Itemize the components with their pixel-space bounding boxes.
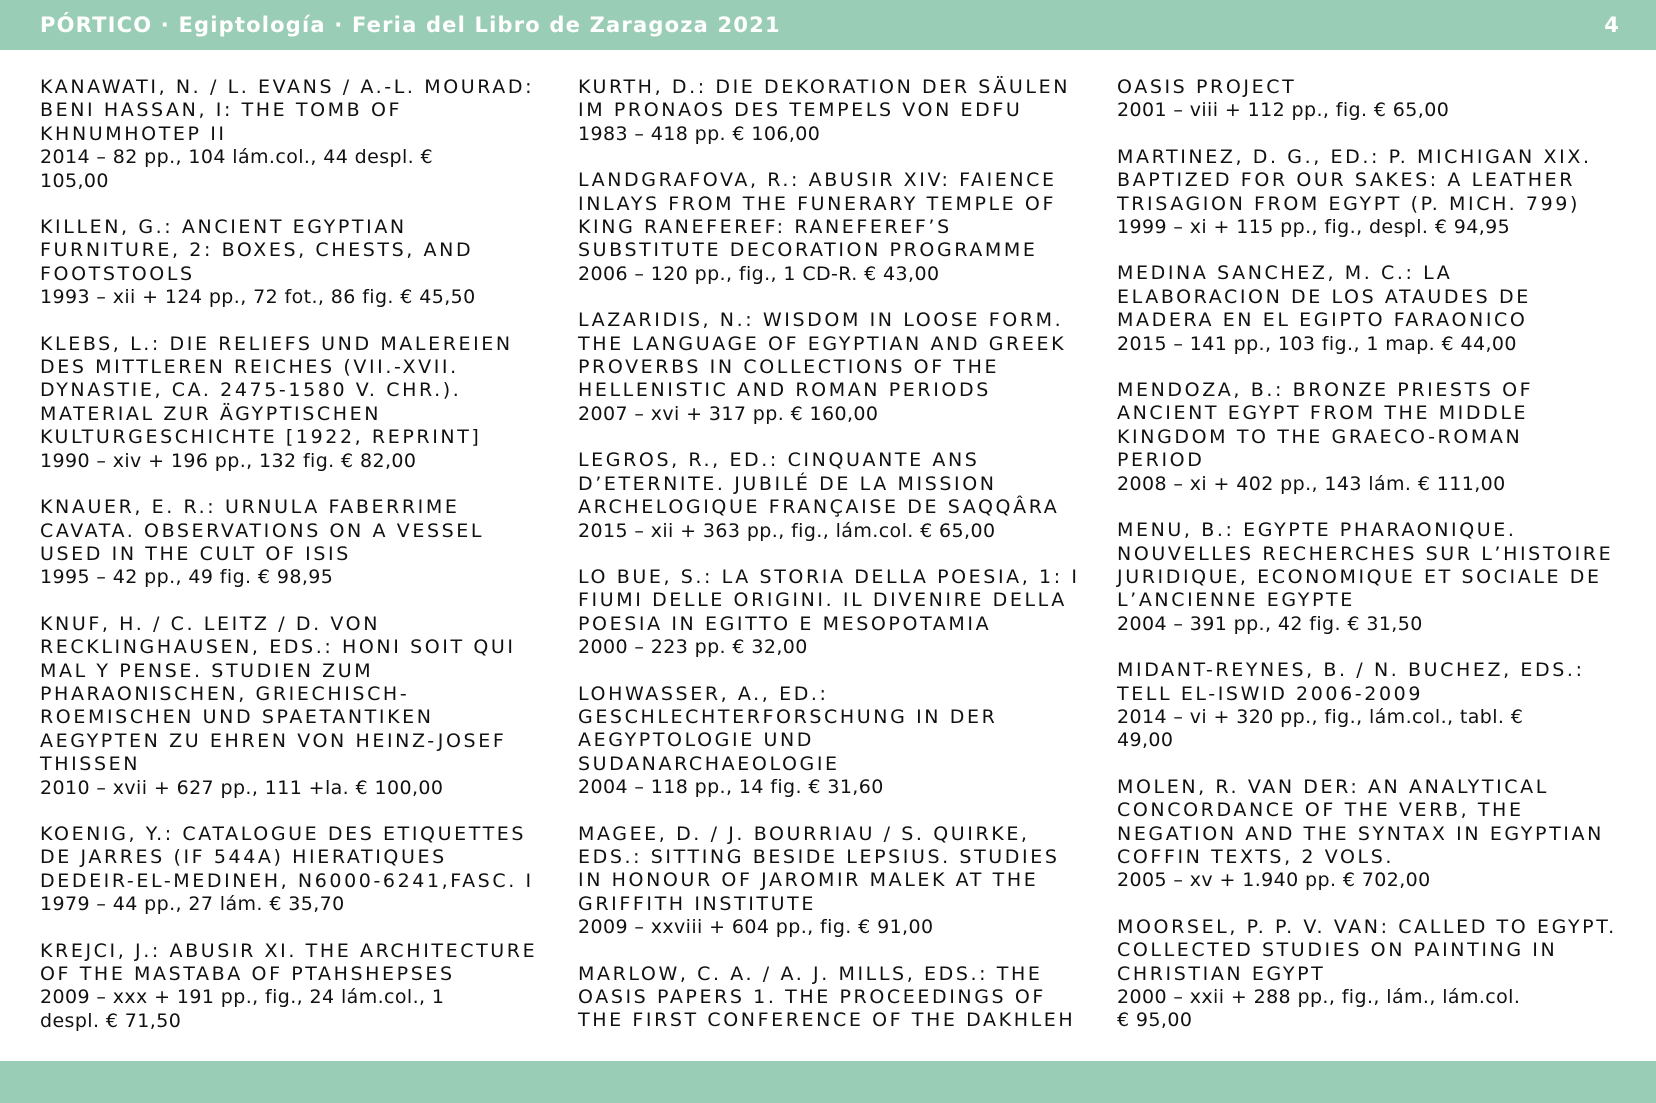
entry-details: 1999 – xi + 115 pp., fig., despl. € 94,95 bbox=[1117, 216, 1511, 239]
catalog-entry bbox=[1117, 379, 1637, 496]
catalog-entry bbox=[1117, 76, 1637, 123]
catalog-column-1 bbox=[40, 76, 545, 1056]
catalog-column-2 bbox=[578, 76, 1088, 1056]
catalog-entry bbox=[40, 613, 545, 800]
catalog-entry bbox=[40, 333, 545, 473]
entry-details: 2014 – vi + 320 pp., fig., lám.col., tabl. € 49,00 bbox=[1117, 705, 1524, 752]
entry-title: KILLEN, G.: ANCIENT EGYPTIAN FURNITURE, 2: BOXES, CHESTS, AND FOOTSTOOLS bbox=[40, 216, 474, 285]
entry-title: KANAWATI, N. / L. EVANS / A.-L. MOURAD: BENI HASSAN, I: THE TOMB OF KHNUMHOTEP II bbox=[40, 76, 535, 145]
entry-details: 2000 – xxii + 288 pp., fig., lám., lám.col. € 95,00 bbox=[1117, 986, 1521, 1032]
entry-details: 2004 – 391 pp., 42 fig. € 31,50 bbox=[1117, 612, 1423, 635]
entry-title: KOENIG, Y.: CATALOGUE DES ETIQUETTES DE JARRES (IF 544A) HIERATIQUES DEDEIR-EL-MEDINEH, N6000-6241,FASC. I bbox=[40, 822, 534, 892]
entry-title: MIDANT-REYNES, B. / N. BUCHEZ, EDS.: TELL EL-ISWID 2006-2009 bbox=[1117, 659, 1585, 705]
entry-details: 2004 – 118 pp., 14 fig. € 31,60 bbox=[578, 776, 884, 799]
entry-title: MARLOW, C. A. / A. J. MILLS, EDS.: THE OASIS PAPERS 1. THE PROCEEDINGS OF THE FIRST CONFERENCE OF THE DAKHLEH bbox=[578, 962, 1076, 1032]
page-footer-bar bbox=[0, 1061, 1656, 1103]
entry-details: 1983 – 418 pp. € 106,00 bbox=[578, 122, 821, 145]
entry-title: LOHWASSER, A., ED.: GESCHLECHTERFORSCHUNG IN DER AEGYPTOLOGIE UND SUDANARCHAEOLOGIE bbox=[578, 682, 998, 775]
entry-details: 2015 – xii + 363 pp., fig., lám.col. € 65,00 bbox=[578, 519, 996, 542]
entry-details: 2009 – xxx + 191 pp., fig., 24 lám.col., 1 despl. € 71,50 bbox=[40, 986, 445, 1032]
catalog-entry bbox=[578, 566, 1088, 660]
entry-title: MENU, B.: EGYPTE PHARAONIQUE. NOUVELLES RECHERCHES SUR L’HISTOIRE JURIDIQUE, ECONOMIQUE ET SOCIALE DE L’ANCIENNE EGYPTE bbox=[1117, 519, 1614, 612]
catalog-entry bbox=[1117, 659, 1637, 753]
entry-details: 2001 – viii + 112 pp., fig. € 65,00 bbox=[1117, 99, 1450, 122]
entry-title: MOLEN, R. VAN DER: AN ANALYTICAL CONCORDANCE OF THE VERB, THE NEGATION AND THE SYNTAX IN EGYPTIAN COFFIN TEXTS, 2 VOLS. bbox=[1117, 775, 1604, 868]
entry-details: 1979 – 44 pp., 27 lám. € 35,70 bbox=[40, 893, 345, 916]
entry-details: 2009 – xxviii + 604 pp., fig. € 91,00 bbox=[578, 916, 934, 939]
entry-details: 2010 – xvii + 627 pp., 111 +la. € 100,00 bbox=[40, 776, 444, 799]
entry-details: 1995 – 42 pp., 49 fig. € 98,95 bbox=[40, 566, 334, 589]
catalog-entry bbox=[40, 76, 545, 193]
entry-title: KREJCI, J.: ABUSIR XI. THE ARCHITECTURE OF THE MASTABA OF PTAHSHEPSES bbox=[40, 939, 538, 985]
entry-title: OASIS PROJECT bbox=[1117, 76, 1297, 98]
entry-title: MOORSEL, P. P. V. VAN: CALLED TO EGYPT. COLLECTED STUDIES ON PAINTING IN CHRISTIAN EGYPT bbox=[1117, 915, 1617, 985]
catalog-entry bbox=[578, 309, 1088, 426]
catalog-entry bbox=[1117, 146, 1637, 240]
entry-title: KNAUER, E. R.: URNULA FABERRIME CAVATA. OBSERVATIONS ON A VESSEL USED IN THE CULT OF ISIS bbox=[40, 496, 485, 565]
catalog-entry bbox=[1117, 262, 1637, 356]
entry-details: 2008 – xi + 402 pp., 143 lám. € 111,00 bbox=[1117, 472, 1506, 495]
entry-title: LO BUE, S.: LA STORIA DELLA POESIA, 1: I FIUMI DELLE ORIGINI. IL DIVENIRE DELLA POESIA IN EGITTO E MESOPOTAMIA bbox=[578, 565, 1080, 635]
catalog-entry bbox=[40, 216, 545, 310]
catalog-column-3 bbox=[1117, 76, 1637, 1056]
catalog-entry bbox=[40, 496, 545, 590]
entry-details: 2005 – xv + 1.940 pp. € 702,00 bbox=[1117, 869, 1431, 892]
catalog-entry bbox=[578, 823, 1088, 940]
catalog-entry bbox=[1117, 519, 1637, 636]
entry-details: 2014 – 82 pp., 104 lám.col., 44 despl. € 105,00 bbox=[40, 146, 434, 192]
catalog-entry bbox=[40, 940, 545, 1034]
entry-title: LANDGRAFOVA, R.: ABUSIR XIV: FAIENCE INLAYS FROM THE FUNERARY TEMPLE OF KING RANEFEREF: RANEFEREF’S SUBSTITUTE DECORATION PROGRAMME bbox=[578, 169, 1057, 262]
catalog-entry bbox=[578, 449, 1088, 543]
entry-title: MARTINEZ, D. G., ED.: P. MICHIGAN XIX. BAPTIZED FOR OUR SAKES: A LEATHER TRISAGION FROM EGYPT (P. MICH. 799) bbox=[1117, 145, 1592, 215]
catalog-entry bbox=[578, 76, 1088, 146]
entry-title: MENDOZA, B.: BRONZE PRIESTS OF ANCIENT EGYPT FROM THE MIDDLE KINGDOM TO THE GRAECO-ROMAN PERIOD bbox=[1117, 379, 1534, 472]
entry-details: 2000 – 223 pp. € 32,00 bbox=[578, 636, 808, 659]
entry-details: 2007 – xvi + 317 pp. € 160,00 bbox=[578, 402, 879, 425]
catalog-entry bbox=[1117, 776, 1637, 893]
header-title: PÓRTICO · Egiptología · Feria del Libro de Zaragoza 2021 bbox=[40, 13, 781, 37]
page-header bbox=[0, 0, 1656, 50]
catalog-entry bbox=[1117, 916, 1637, 1033]
catalog-entry bbox=[578, 169, 1088, 286]
page-number: 4 bbox=[1604, 13, 1620, 37]
entry-details: 1993 – xii + 124 pp., 72 fot., 86 fig. € 45,50 bbox=[40, 286, 476, 309]
entry-title: MEDINA SANCHEZ, M. C.: LA ELABORACION DE LOS ATAUDES DE MADERA EN EL EGIPTO FARAONICO bbox=[1117, 262, 1531, 332]
entry-details: 1990 – xiv + 196 pp., 132 fig. € 82,00 bbox=[40, 449, 417, 472]
entry-title: KLEBS, L.: DIE RELIEFS UND MALEREIEN DES MITTLEREN REICHES (VII.-XVII. DYNASTIE, CA. 2475-1580 V. CHR.). MATERIAL ZUR ÄGYPTISCHEN KULTURGESCHICHTE [1922, REPRINT] bbox=[40, 332, 513, 449]
entry-title: LAZARIDIS, N.: WISDOM IN LOOSE FORM. THE LANGUAGE OF EGYPTIAN AND GREEK PROVERBS IN COLLECTIONS OF THE HELLENISTIC AND ROMAN PERIODS bbox=[578, 309, 1067, 402]
entry-title: MAGEE, D. / J. BOURRIAU / S. QUIRKE, EDS.: SITTING BESIDE LEPSIUS. STUDIES IN HONOUR OF JAROMIR MALEK AT THE GRIFFITH INSTITUTE bbox=[578, 822, 1060, 915]
catalog-entry bbox=[40, 823, 545, 917]
entry-details: 2015 – 141 pp., 103 fig., 1 map. € 44,00 bbox=[1117, 332, 1517, 355]
catalog-entry bbox=[578, 963, 1088, 1033]
entry-title: LEGROS, R., ED.: CINQUANTE ANS D’ETERNITE. JUBILÉ DE LA MISSION ARCHELOGIQUE FRANÇAISE DE SAQQÂRA bbox=[578, 449, 1060, 519]
catalog-entry bbox=[578, 683, 1088, 800]
entry-details: 2006 – 120 pp., fig., 1 CD-R. € 43,00 bbox=[578, 262, 940, 285]
entry-title: KNUF, H. / C. LEITZ / D. VON RECKLINGHAUSEN, EDS.: HONI SOIT QUI MAL Y PENSE. STUDIEN ZUM PHARAONISCHEN, GRIECHISCH- ROEMISCHEN UND SPAETANTIKEN AEGYPTEN ZU EHREN VON HEINZ-JOSEF THISSEN bbox=[40, 612, 516, 776]
entry-title: KURTH, D.: DIE DEKORATION DER SÄULEN IM PRONAOS DES TEMPELS VON EDFU bbox=[578, 76, 1071, 122]
